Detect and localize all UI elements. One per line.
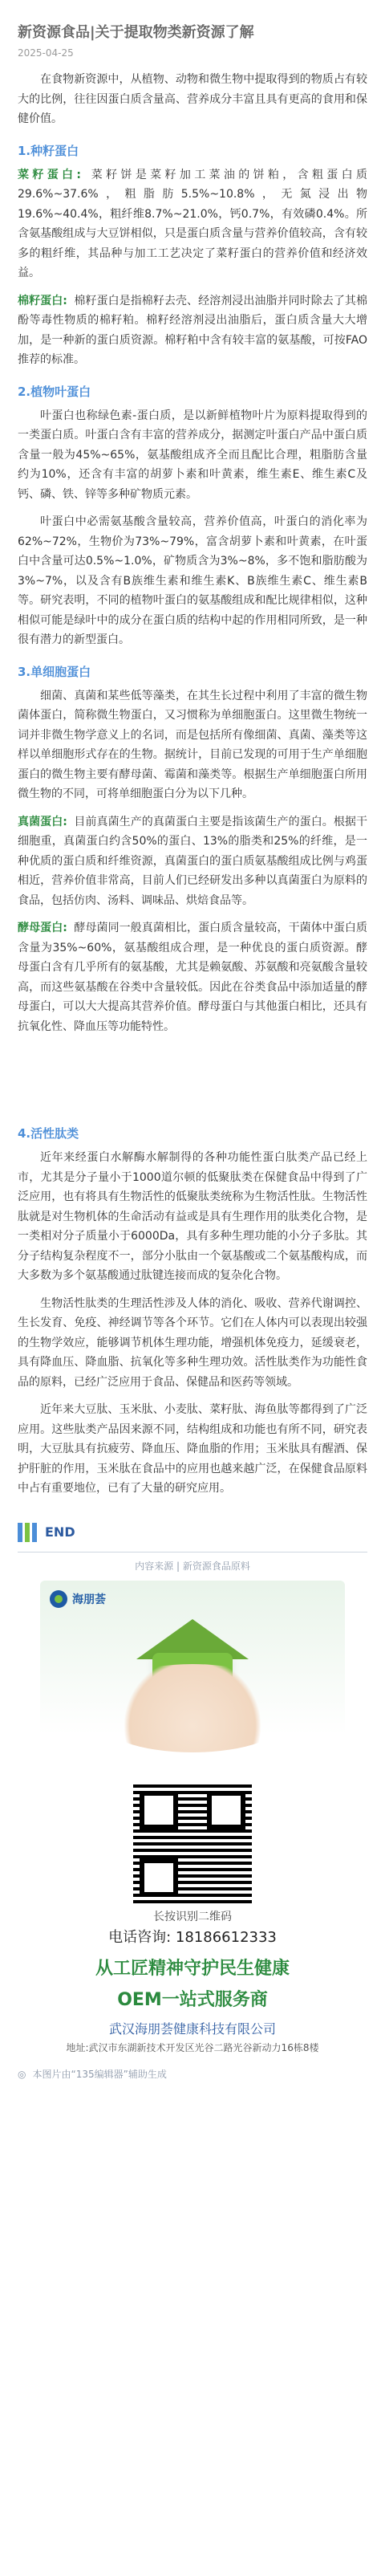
hero-image xyxy=(40,1581,345,1773)
brand-logo-text: 海朋荟 xyxy=(72,1593,106,1606)
yeast-protein-paragraph xyxy=(18,918,367,1036)
scp-paragraph-1: 细菌、真菌和某些低等藻类，在其生长过程中利用了丰富的微生物菌体蛋白，简称微生物蛋白，又习惯称为单细胞蛋白。这里微生物统一词并非微生物学意义上的名词，而是包括所有像细菌、真菌、藻类等这样以单细胞形式存在的生物。据统计，目前已发现的可用于生产单细胞蛋白的微生物主要有酵母菌、霉菌和藻类等。根据生产单细胞蛋白所用微生物的不同，可将单细胞蛋白分为以下几种。 xyxy=(18,689,367,801)
divider-line xyxy=(18,1552,367,1553)
phone-number[interactable]: 18186612333 xyxy=(175,1928,277,1946)
fungal-protein-label: 真菌蛋白: xyxy=(18,815,67,828)
company-address: 地址:武汉市东湖新技术开发区光谷二路光谷新动力16栋8楼 xyxy=(66,2042,319,2054)
end-label: END xyxy=(45,1524,75,1540)
footer xyxy=(18,2067,367,2081)
page-title: 新资源食品|关于提取物类新资源了解 xyxy=(18,24,254,41)
section-2-heading: 2.植物叶蛋白 xyxy=(18,384,91,399)
rapeseed-protein-paragraph xyxy=(18,165,367,283)
phone-label: 电话咨询: xyxy=(108,1928,172,1946)
brand-mark-icon xyxy=(50,1590,67,1608)
qr-code[interactable] xyxy=(133,1784,252,1903)
content-source: 内容来源 | 新资源食品原料 xyxy=(135,1560,250,1572)
cottonseed-protein-paragraph xyxy=(18,291,367,370)
fungal-protein-paragraph xyxy=(18,812,367,911)
cottonseed-protein-text: 棉籽蛋白是指棉籽去壳、经溶剂浸出油脂并同时除去了其棉酚等毒性物质的棉籽粕。棉籽经溶剂浸出油脂后，蛋白质含量大大增加，是一种新的蛋白质资源。棉籽粕中含有较丰富的氨基酸，可按FAO推荐的标准。 xyxy=(18,294,367,367)
yeast-protein-text: 酵母菌同一般真菌相比，蛋白质含量较高，干菌体中蛋白质含量为35%~60%，氨基酸组成合理，是一种优良的蛋白质资源。酵母蛋白含有几乎所有的氨基酸，尤其是赖氨酸、苏氨酸和亮氨酸含量较高，而这些氨基酸在谷类中含量较低。因此在谷类食品中添加适量的酵母蛋白，可以大大提高其营养价值。酵母蛋白与其他蛋白相比，还具有抗氧化性、降血压等功能特性。 xyxy=(18,922,367,1033)
qr-hint: 长按识别二维码 xyxy=(153,1910,232,1923)
publish-date: 2025-04-25 xyxy=(18,47,74,59)
leaf-protein-paragraph-2: 叶蛋白中必需氨基酸含量较高，营养价值高，叶蛋白的消化率为62%~72%，生物价为73%~79%，富含胡萝卜素和叶黄素，在叶蛋白中含量可达0.5%~1.0%，矿物质含为3%~8%，多不饱和脂肪酸为3%~7%，以及含有B族维生素和维生素K、B族维生素C、维生素B等。研究表明，不同的植物叶蛋白的氨基酸组成和配比规律相似，这种相似可能是绿叶中的成分在蛋白质的结构中起的作用相同所致，是一种很有潜力的新型蛋白。 xyxy=(18,515,367,647)
rapeseed-protein-text: 菜籽饼是菜籽加工菜油的饼粕，含粗蛋白质29.6%~37.6%，粗脂肪5.5%~10.8%，无氮浸出物19.6%~40.4%，粗纤维8.7%~21.0%，钙0.7%，有效磷0.4%。所含氨基酸组成与大豆饼相似，只是蛋白质含量与营养价值较高，含有较多的粗纤维，其品种与加工工艺决定了菜籽蛋白的营养价值和经济效益。 xyxy=(18,168,367,280)
rapeseed-protein-label: 菜籽蛋白: xyxy=(18,168,81,181)
end-bars-icon xyxy=(18,1523,37,1542)
peptide-paragraph-1: 近年来经蛋白水解酶水解制得的各种功能性蛋白肽类产品已经上市，尤其是分子量小于1000道尔顿的低聚肽类在保健食品中得到了广泛应用，也有将具有生物活性的低聚肽类统称为生物活性肽。生物活性肽就是对生物机体的生命活动有益或是具有生理作用的肽类化合物，是一类相对分子质量小于6000Da，具有多种生理功能的小分子多肽。其分子结构复杂程度不一，部分小肽由一个氨基酸或二个氨基酸构成，而大多数为多个氨基酸通过肽键连接而成的复杂化合物。 xyxy=(18,1151,367,1283)
end-divider xyxy=(18,1523,367,1542)
company-name: 武汉海朋荟健康科技有限公司 xyxy=(108,2021,276,2037)
slogan-2: OEM一站式服务商 xyxy=(117,1989,268,2010)
fungal-protein-text: 目前真菌生产的真菌蛋白主要是指该菌生产的蛋白。根据干细胞重，真菌蛋白约含50%的蛋白、13%的脂类和25%的纤维，是一种优质的蛋白质和纤维资源，真菌蛋白的蛋白质氨基酸组成比例与鸡蛋相近，营养价值非常高，目前人们已经研发出多种以真菌蛋白为原料的食品，包括仿肉、汤料、调味品、烘焙食品等。 xyxy=(18,815,367,907)
cottonseed-protein-label: 棉籽蛋白: xyxy=(18,294,67,307)
section-3-heading: 3.单细胞蛋白 xyxy=(18,664,91,679)
peptide-paragraph-3: 近年来大豆肽、玉米肽、小麦肽、菜籽肽、海鱼肽等都得到了广泛应用。这些肽类产品因来源不同，结构组成和功能也有所不同，研究表明，大豆肽具有抗疲劳、降血压、降血脂的作用；玉米肽具有醒酒、保护肝脏的作用，玉米肽在食品中的应用也越来越广泛，在保健食品原料中占有重要地位，已有了大量的研究应用。 xyxy=(18,1403,367,1496)
footer-icon: ◎ xyxy=(18,2068,26,2080)
phone-line[interactable] xyxy=(18,1926,367,1947)
brand-logo xyxy=(50,1590,106,1608)
footer-text: 本图片由“135编辑器”辅助生成 xyxy=(32,2069,167,2081)
section-4-heading: 4.活性肽类 xyxy=(18,1126,79,1141)
peptide-paragraph-2: 生物活性肽类的生理活性涉及人体的消化、吸收、营养代谢调控、生长发育、免疫、神经调节等各个环节。它们在人体内可以表现出较强的生物学效应，能够调节机体生理功能，增强机体免疫力，延缓衰老，具有降血压、降血脂、抗氧化等多种生理功效。活性肽类作为功能性食品的原料，已经广泛应用于食品、保健品和医药等领域。 xyxy=(18,1296,367,1389)
hands-icon xyxy=(96,1664,289,1752)
intro-paragraph: 在食物新资源中，从植物、动物和微生物中提取得到的物质占有较大的比例，往往因蛋白质含量高、营养成分丰富且具有更高的食用和保健价值。 xyxy=(18,73,367,126)
section-1-heading: 1.种籽蛋白 xyxy=(18,143,79,158)
leaf-protein-paragraph-1: 叶蛋白也称绿色素-蛋白质，是以新鲜植物叶片为原料提取得到的一类蛋白质。叶蛋白含有丰富的营养成分，据测定叶蛋白产品中蛋白质含量一般为45%~65%，氨基酸组成齐全而且配比合理，粗脂肪含量约为10%，还含有丰富的胡萝卜素和叶黄素，维生素E、维生素C及钙、磷、铁、锌等多种矿物质元素。 xyxy=(18,409,367,501)
yeast-protein-label: 酵母蛋白: xyxy=(18,922,67,935)
section-spacer xyxy=(18,1044,367,1112)
slogan-1: 从工匠精神守护民生健康 xyxy=(95,1958,290,1979)
